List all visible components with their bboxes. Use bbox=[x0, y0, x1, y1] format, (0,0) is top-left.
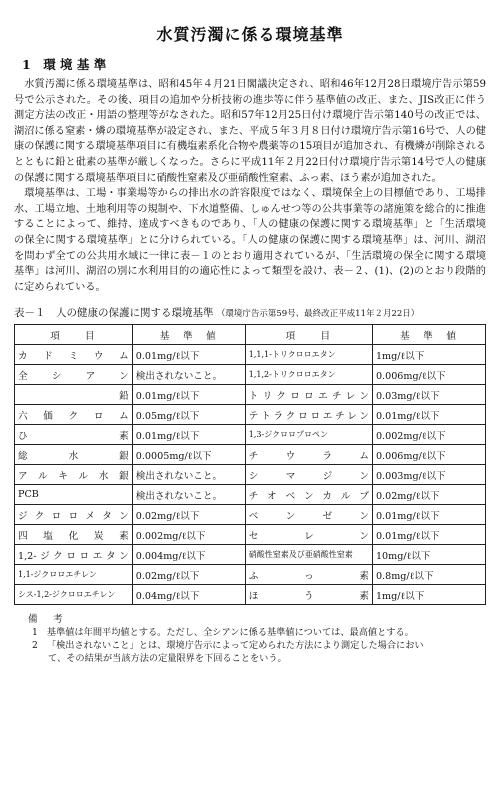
item-cell-right: ふっ素 bbox=[245, 565, 372, 585]
table-row bbox=[15, 385, 486, 405]
value-cell-right: 0.01mg/ℓ以下 bbox=[372, 525, 485, 545]
item-cell-right: チオベンカルブ bbox=[245, 485, 372, 505]
value-cell-left: 検出されないこと。 bbox=[132, 365, 245, 385]
item-cell-left: ひ素 bbox=[15, 425, 133, 445]
section-heading: 1 環 境 基 準 bbox=[22, 57, 107, 72]
remark-2-continuation: て、その結果が当該方法の定量限界を下回ることをいう。 bbox=[48, 653, 287, 665]
table-caption-note: （環境庁告示第59号、最終改正平成11年２月22日） bbox=[216, 309, 420, 320]
value-cell-right: 0.8mg/ℓ以下 bbox=[372, 565, 485, 585]
table-row bbox=[15, 505, 486, 525]
value-cell-left: 0.004mg/ℓ以下 bbox=[132, 545, 245, 565]
table-row bbox=[15, 465, 486, 485]
value-cell-left: 0.04mg/ℓ以下 bbox=[132, 585, 245, 605]
value-cell-right: 1mg/ℓ以下 bbox=[372, 345, 485, 365]
table-row bbox=[15, 365, 486, 385]
table-row bbox=[15, 445, 486, 465]
value-cell-right: 0.002mg/ℓ以下 bbox=[372, 425, 485, 445]
table-body bbox=[15, 345, 486, 605]
item-cell-right: 1,1,1-トリクロロエタン bbox=[245, 345, 372, 365]
item-cell-right: セレン bbox=[245, 525, 372, 545]
paragraph-2: 環境基準は、工場・事業場等からの排出水の許容限度ではなく、環境保全上の目標値であり、工場排水、工場立地、土地利用等の規制や、下水道整備、しゅんせつ等の公共事業等の諸施策を総合的に推進することによって、維持、達成すべきものであり、「人の健康の保護に関する環境基準」と「生活環境の保全に関する環境基準」とに分けられている。「人の健康の保護に関する環境基準」は、河川、湖沼を問わず全ての公共用水域に一律に表－１のとおり適用されているが、「生活環境の保全に関する環境基準」は河川、湖沼の別に水利用目的の適応性によって類型を設け、表－２、(1)、(2)のとおり段階的に定められている。 bbox=[14, 188, 486, 293]
value-cell-left: 0.05mg/ℓ以下 bbox=[132, 405, 245, 425]
value-cell-left: 0.01mg/ℓ以下 bbox=[132, 425, 245, 445]
table-row bbox=[15, 485, 486, 505]
item-cell-left: シス-1,2-ジクロロエチレン bbox=[15, 585, 133, 605]
table-header-row bbox=[15, 325, 486, 345]
remark-text: 基準値は年間平均値とする。ただし、全シアンに係る基準値については、最高値とする。 bbox=[46, 627, 414, 639]
remarks-title: 備 考 bbox=[28, 614, 66, 626]
remark-2 bbox=[32, 639, 486, 652]
page-title: 水質汚濁に係る環境基準 bbox=[156, 25, 344, 44]
value-cell-right: 0.03mg/ℓ以下 bbox=[372, 385, 485, 405]
header-item-left: 項 目 bbox=[15, 325, 133, 345]
item-cell-right: 硝酸性窒素及び亜硝酸性窒素 bbox=[245, 545, 372, 565]
remark-text: 「検出されないこと」とは、環境庁告示によって定められた方法により測定した場合におい bbox=[46, 640, 424, 652]
header-item-right: 項 目 bbox=[245, 325, 372, 345]
header-value-right: 基 準 値 bbox=[372, 325, 485, 345]
item-cell-left: 六価クロム bbox=[15, 405, 133, 425]
table-row bbox=[15, 405, 486, 425]
table-row bbox=[15, 345, 486, 365]
table-row bbox=[15, 565, 486, 585]
item-cell-left: 四塩化炭素 bbox=[15, 525, 133, 545]
table-caption-title: 表－１ 人の健康の保護に関する環境基準 bbox=[14, 307, 214, 320]
value-cell-right: 10mg/ℓ以下 bbox=[372, 545, 485, 565]
item-cell-left: アルキル水銀 bbox=[15, 465, 133, 485]
value-cell-left: 検出されないこと。 bbox=[132, 465, 245, 485]
paragraph-1: 水質汚濁に係る環境基準は、昭和45年４月21日閣議決定され、昭和46年12月28日環境庁告示第59号で公示された。その後、項目の追加や分析技術の進歩等に伴う基準値の改正、また、JIS改正に伴う測定方法の改正・用語の整理等がなされた。昭和57年12月25日付け環境庁告示第140号の改正では、湖沼に係る窒素・燐の環境基準が設定され、また、平成５年３月８日付け環境庁告示第16号で、人の健康の保護に関する環境基準項目に有機塩素系化合物や農薬等の15項目が追加され、有機燐が削除されるとともに鉛と砒素の基準が厳しくなった。さらに平成11年２月22日付け環境庁告示第14号で人の健康の保護に関する環境基準項目に硝酸性窒素及び亜硝酸性窒素、ふっ素、ほう素が追加された。 bbox=[14, 79, 487, 184]
value-cell-left: 0.01mg/ℓ以下 bbox=[132, 385, 245, 405]
item-cell-left: 総水銀 bbox=[15, 445, 133, 465]
table-row bbox=[15, 425, 486, 445]
value-cell-right: 0.01mg/ℓ以下 bbox=[372, 405, 485, 425]
item-cell-right: 1,3-ジクロロプロペン bbox=[245, 425, 372, 445]
item-cell-left: 1,2-ジクロロエタン bbox=[15, 545, 133, 565]
remark-number: 1 bbox=[32, 627, 38, 639]
table-row bbox=[15, 525, 486, 545]
value-cell-right: 0.01mg/ℓ以下 bbox=[372, 505, 485, 525]
item-cell-right: チウラム bbox=[245, 445, 372, 465]
value-cell-right: 0.003mg/ℓ以下 bbox=[372, 465, 485, 485]
header-value-left: 基 準 値 bbox=[132, 325, 245, 345]
value-cell-left: 検出されないこと。 bbox=[132, 485, 245, 505]
item-cell-right: テトラクロロエチレン bbox=[245, 405, 372, 425]
value-cell-right: 0.006mg/ℓ以下 bbox=[372, 445, 485, 465]
value-cell-left: 0.01mg/ℓ以下 bbox=[132, 345, 245, 365]
item-cell-right: トリクロロエチレン bbox=[245, 385, 372, 405]
item-cell-left: 鉛 bbox=[15, 385, 133, 405]
item-cell-left: PCB bbox=[15, 485, 133, 505]
item-cell-left: 1,1-ジクロロエチレン bbox=[15, 565, 133, 585]
value-cell-left: 0.02mg/ℓ以下 bbox=[132, 505, 245, 525]
item-cell-right: 1,1,2-トリクロロエタン bbox=[245, 365, 372, 385]
remark-number: 2 bbox=[32, 640, 38, 652]
standards-table bbox=[14, 324, 486, 605]
value-cell-right: 0.006mg/ℓ以下 bbox=[372, 365, 485, 385]
item-cell-right: シマジン bbox=[245, 465, 372, 485]
table-row bbox=[15, 585, 486, 605]
value-cell-left: 0.0005mg/ℓ以下 bbox=[132, 445, 245, 465]
item-cell-left: 全シアン bbox=[15, 365, 133, 385]
table-caption bbox=[14, 305, 486, 320]
item-cell-left: ジクロロメタン bbox=[15, 505, 133, 525]
item-cell-right: ベンゼン bbox=[245, 505, 372, 525]
value-cell-right: 0.02mg/ℓ以下 bbox=[372, 485, 485, 505]
value-cell-left: 0.002mg/ℓ以下 bbox=[132, 525, 245, 545]
table-row bbox=[15, 545, 486, 565]
item-cell-left: カドミウム bbox=[15, 345, 133, 365]
remark-1 bbox=[32, 626, 486, 639]
item-cell-right: ほう素 bbox=[245, 585, 372, 605]
value-cell-right: 1mg/ℓ以下 bbox=[372, 585, 485, 605]
value-cell-left: 0.02mg/ℓ以下 bbox=[132, 565, 245, 585]
